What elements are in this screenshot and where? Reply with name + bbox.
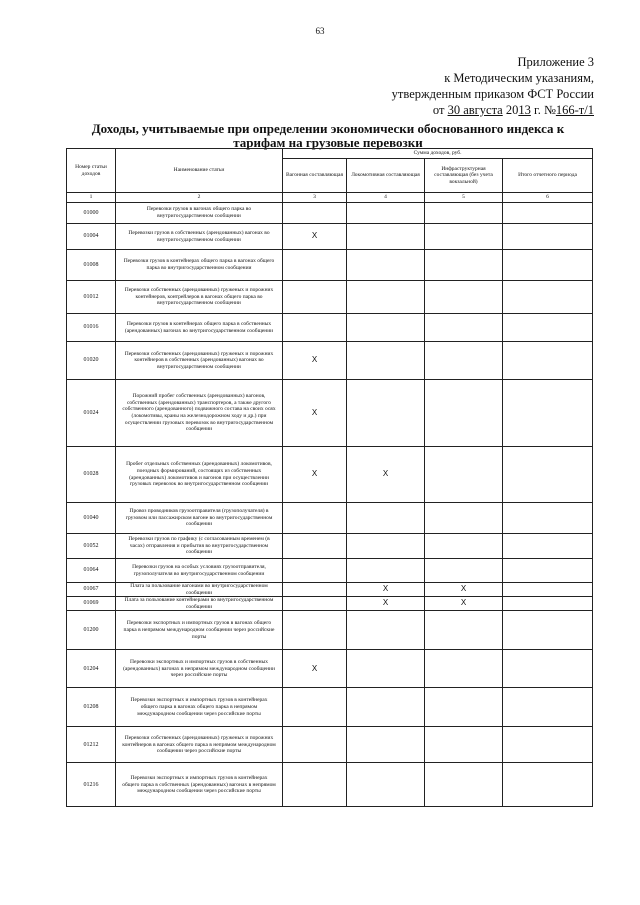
- row-infra-cell: [425, 250, 503, 281]
- row-name: Перевозки экспортных и импортных грузов в контейнерах общего парка в собственных (арендованных) вагонах в непрямом международном сообщении через российские порты: [116, 763, 283, 807]
- row-name: Перевозки экспортных и импортных грузов в собственных (арендованных) вагонах в непрямом международном сообщении через российские порты: [116, 650, 283, 688]
- row-total-cell: [503, 314, 593, 342]
- row-code: 01208: [67, 688, 116, 727]
- row-wagon-cell: [283, 281, 347, 314]
- table-row: [67, 203, 593, 224]
- row-total-cell: [503, 727, 593, 763]
- row-name: Перевозки грузов в контейнерах общего парка в собственных (арендованных) вагонах во внутригосударственном сообщении: [116, 314, 283, 342]
- header-sum-group: Сумма доходов, руб.: [283, 149, 593, 159]
- row-code: 01028: [67, 447, 116, 503]
- table-row: [67, 597, 593, 611]
- row-infra-cell: [425, 447, 503, 503]
- header-name: Наименование статьи: [116, 149, 283, 193]
- row-loco-cell: [347, 342, 425, 380]
- row-code: 01069: [67, 597, 116, 611]
- row-infra-cell: [425, 763, 503, 807]
- column-number: 4: [347, 193, 425, 203]
- row-infra-cell: [425, 224, 503, 250]
- row-wagon-cell: [283, 597, 347, 611]
- row-loco-cell: [347, 559, 425, 583]
- row-code: 01004: [67, 224, 116, 250]
- row-name: Перевозки грузов в вагонах общего парка во внутригосударственном сообщении: [116, 203, 283, 224]
- row-total-cell: [503, 224, 593, 250]
- table-row: [67, 583, 593, 597]
- row-wagon-cell: X: [283, 447, 347, 503]
- row-name: Пробег отдельных собственных (арендованных) локомотивов, поездных формирований, состоящих из собственных (арендованных) локомотивов и вагонов при осуществлении грузовых перевозок во внутригосударственном сообщении: [116, 447, 283, 503]
- row-loco-cell: X: [347, 447, 425, 503]
- row-name: Провоз проводников грузоотправителя (грузополучателя) в грузовом или пассажирском вагоне во внутригосударственном сообщении: [116, 503, 283, 534]
- row-loco-cell: [347, 611, 425, 650]
- header-infra: Инфраструктурная составляющая (без учета вокзальной): [425, 159, 503, 193]
- row-wagon-cell: X: [283, 380, 347, 447]
- row-wagon-cell: [283, 503, 347, 534]
- row-infra-cell: X: [425, 583, 503, 597]
- row-infra-cell: [425, 688, 503, 727]
- row-code: 01000: [67, 203, 116, 224]
- table-row: [67, 650, 593, 688]
- row-infra-cell: [425, 281, 503, 314]
- table-row: [67, 314, 593, 342]
- row-loco-cell: [347, 688, 425, 727]
- row-total-cell: [503, 203, 593, 224]
- table-row: [67, 224, 593, 250]
- row-code: 01016: [67, 314, 116, 342]
- row-total-cell: [503, 342, 593, 380]
- appendix-line-3: утвержденным приказом ФСТ России: [391, 87, 594, 101]
- row-code: 01200: [67, 611, 116, 650]
- row-total-cell: [503, 688, 593, 727]
- row-total-cell: [503, 281, 593, 314]
- row-infra-cell: [425, 203, 503, 224]
- row-code: 01064: [67, 559, 116, 583]
- appendix-block: [392, 54, 594, 118]
- row-name: Перевозки грузов по графику (с согласованным временем (в часах) отправления и прибытия во внутригосударственном сообщении: [116, 534, 283, 559]
- income-table: [66, 148, 593, 807]
- row-total-cell: [503, 447, 593, 503]
- row-total-cell: [503, 650, 593, 688]
- row-name: Перевозки грузов в контейнерах общего парка в вагонах общего парка во внутригосударственном сообщении: [116, 250, 283, 281]
- row-loco-cell: [347, 314, 425, 342]
- row-total-cell: [503, 250, 593, 281]
- row-wagon-cell: [283, 203, 347, 224]
- row-total-cell: [503, 763, 593, 807]
- row-loco-cell: [347, 650, 425, 688]
- row-total-cell: [503, 611, 593, 650]
- row-code: 01020: [67, 342, 116, 380]
- row-infra-cell: [425, 559, 503, 583]
- row-infra-cell: [425, 534, 503, 559]
- row-name: Перевозки собственных (арендованных) груженых и порожних контейнеров, контрейлеров в вагонах общего парка во внутригосударственном сообщении: [116, 281, 283, 314]
- row-wagon-cell: [283, 688, 347, 727]
- column-number: 1: [67, 193, 116, 203]
- row-total-cell: [503, 503, 593, 534]
- document-title: Доходы, учитываемые при определении экономически обоснованного индекса к тарифам на грузовые перевозки: [91, 121, 565, 150]
- row-total-cell: [503, 534, 593, 559]
- row-infra-cell: [425, 342, 503, 380]
- header-total: Итого отчетного периода: [503, 159, 593, 193]
- row-name: Перевозки грузов на особых условиях грузоотправителя, грузополучателя во внутригосударственном сообщении: [116, 559, 283, 583]
- row-code: 01216: [67, 763, 116, 807]
- row-wagon-cell: X: [283, 342, 347, 380]
- row-total-cell: [503, 559, 593, 583]
- table-row: [67, 250, 593, 281]
- row-name: Перевозки собственных (арендованных) груженых и порожних контейнеров в собственных (арендованных) вагонах во внутригосударственном сообщении: [116, 342, 283, 380]
- table-row: [67, 342, 593, 380]
- row-loco-cell: [347, 534, 425, 559]
- table-row: [67, 611, 593, 650]
- header-loco: Локомотивная составляющая: [347, 159, 425, 193]
- row-loco-cell: [347, 250, 425, 281]
- order-number-prefix: г. №: [530, 103, 556, 117]
- table-row: [67, 763, 593, 807]
- row-loco-cell: [347, 763, 425, 807]
- row-code: 01067: [67, 583, 116, 597]
- appendix-line-2: к Методическим указаниям,: [444, 71, 594, 85]
- row-infra-cell: [425, 380, 503, 447]
- row-wagon-cell: [283, 314, 347, 342]
- row-name: Порожний пробег собственных (арендованных) вагонов, собственных (арендованных) транспортеров, а также другого собственного (арендованного) подвижного состава на своих осях (локомотивы, краны на железнодорожном ходу и др.) при осуществлении грузовых перевозок во внутригосударственном сообщении: [116, 380, 283, 447]
- appendix-line-1: Приложение 3: [517, 55, 594, 69]
- row-wagon-cell: [283, 727, 347, 763]
- row-code: 01052: [67, 534, 116, 559]
- column-number: 3: [283, 193, 347, 203]
- row-name: Плата за пользование контейнерами во внутригосударственном сообщении: [116, 597, 283, 611]
- row-infra-cell: [425, 650, 503, 688]
- row-wagon-cell: [283, 583, 347, 597]
- row-wagon-cell: X: [283, 650, 347, 688]
- row-wagon-cell: [283, 763, 347, 807]
- row-infra-cell: [425, 727, 503, 763]
- header-code: Номер статьи доходов: [67, 149, 116, 193]
- table-row: [67, 688, 593, 727]
- order-year-prefix: 20: [502, 103, 519, 117]
- row-infra-cell: [425, 611, 503, 650]
- row-wagon-cell: [283, 534, 347, 559]
- row-loco-cell: [347, 281, 425, 314]
- table-row: [67, 534, 593, 559]
- row-loco-cell: [347, 380, 425, 447]
- column-number: 2: [116, 193, 283, 203]
- row-total-cell: [503, 380, 593, 447]
- row-name: Плата за пользование вагонами во внутригосударственном сообщении: [116, 583, 283, 597]
- row-loco-cell: X: [347, 597, 425, 611]
- table-body: [67, 203, 593, 807]
- row-code: 01012: [67, 281, 116, 314]
- column-number: 6: [503, 193, 593, 203]
- row-loco-cell: [347, 503, 425, 534]
- row-total-cell: [503, 583, 593, 597]
- row-name: Перевозки грузов в собственных (арендованных) вагонах во внутригосударственном сообщении: [116, 224, 283, 250]
- row-wagon-cell: [283, 559, 347, 583]
- row-wagon-cell: [283, 250, 347, 281]
- table-row: [67, 281, 593, 314]
- row-total-cell: [503, 597, 593, 611]
- row-wagon-cell: [283, 611, 347, 650]
- appendix-line-4: [392, 102, 594, 118]
- header-wagon: Вагонная составляющая: [283, 159, 347, 193]
- row-infra-cell: [425, 503, 503, 534]
- table-row: [67, 503, 593, 534]
- row-name: Перевозки экспортных и импортных грузов в вагонах общего парка в непрямом международном сообщении через российские порты: [116, 611, 283, 650]
- row-code: 01212: [67, 727, 116, 763]
- table-row: [67, 559, 593, 583]
- table-row: [67, 380, 593, 447]
- row-loco-cell: [347, 727, 425, 763]
- table-header: [67, 149, 593, 203]
- order-number: 166-т/1: [555, 103, 594, 117]
- row-infra-cell: [425, 314, 503, 342]
- row-name: Перевозки экспортных и импортных грузов в контейнерах общего парка в вагонах общего парка в непрямом международном сообщении через российские порты: [116, 688, 283, 727]
- row-code: 01040: [67, 503, 116, 534]
- row-loco-cell: X: [347, 583, 425, 597]
- order-date-prefix: от: [432, 103, 448, 117]
- column-numbers-row: [67, 193, 593, 203]
- row-loco-cell: [347, 203, 425, 224]
- row-code: 01024: [67, 380, 116, 447]
- order-date-day-month: 30 августа: [447, 103, 503, 117]
- row-infra-cell: X: [425, 597, 503, 611]
- row-code: 01008: [67, 250, 116, 281]
- row-loco-cell: [347, 224, 425, 250]
- row-wagon-cell: X: [283, 224, 347, 250]
- row-name: Перевозки собственных (арендованных) груженых и порожних контейнеров в вагонах общего парка в непрямом международном сообщении через российские порты: [116, 727, 283, 763]
- table-row: [67, 447, 593, 503]
- page-number: 63: [315, 26, 325, 36]
- row-code: 01204: [67, 650, 116, 688]
- column-number: 5: [425, 193, 503, 203]
- table-row: [67, 727, 593, 763]
- order-year-suffix: 13: [518, 103, 531, 117]
